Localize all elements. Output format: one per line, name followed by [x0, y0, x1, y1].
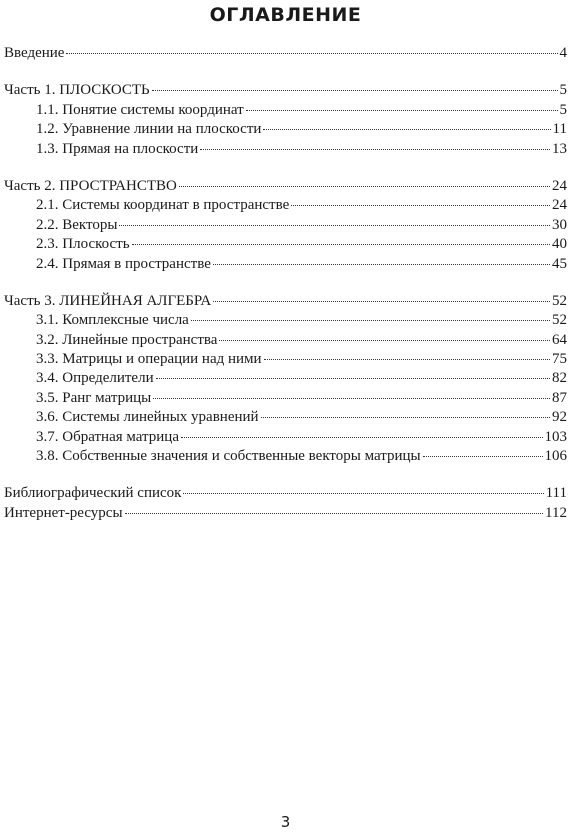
- toc-entry[interactable]: [4, 484, 567, 503]
- toc-entry-label: 1.2. Уравнение линии на плоскости: [36, 121, 262, 138]
- toc-entry-page: 106: [544, 448, 567, 465]
- toc-entry-label: Часть 2. ПРОСТРАНСТВО: [4, 177, 177, 194]
- toc-entry-page: 24: [552, 197, 567, 214]
- toc-subentry[interactable]: [4, 369, 567, 388]
- toc-entry-label: 3.3. Матрицы и операции над ними: [36, 351, 262, 368]
- toc-entry[interactable]: [4, 177, 567, 196]
- dot-leader: [153, 398, 550, 399]
- toc-subentry[interactable]: [4, 101, 567, 120]
- dot-leader: [191, 320, 550, 321]
- dot-leader: [152, 90, 558, 91]
- toc-entry-page: 40: [552, 236, 567, 253]
- toc-entry[interactable]: [4, 504, 567, 523]
- toc-entry-page: 11: [552, 121, 567, 138]
- toc-subentry[interactable]: [4, 235, 567, 254]
- dot-leader: [179, 186, 550, 187]
- toc-subentry[interactable]: [4, 216, 567, 235]
- dot-leader: [200, 149, 550, 150]
- toc-entry-label: Библиографический список: [4, 485, 182, 502]
- dot-leader: [125, 513, 544, 514]
- toc-entry[interactable]: [4, 81, 567, 100]
- toc-entry-page: 82: [552, 370, 567, 387]
- toc-entry-label: 3.7. Обратная матрица: [36, 428, 179, 445]
- toc-entry-label: Часть 1. ПЛОСКОСТЬ: [4, 82, 150, 99]
- toc-entry-page: 64: [552, 331, 567, 348]
- dot-leader: [66, 53, 557, 54]
- toc-subentry[interactable]: [4, 447, 567, 466]
- toc-subentry[interactable]: [4, 331, 567, 350]
- toc-entry-label: 2.1. Системы координат в пространстве: [36, 197, 290, 214]
- toc-entry-label: 3.4. Определители: [36, 370, 154, 387]
- toc-entry-label: 3.1. Комплексные числа: [36, 312, 189, 329]
- toc-subentry[interactable]: [4, 311, 567, 330]
- toc-subentry[interactable]: [4, 408, 567, 427]
- toc-entry-label: 2.3. Плоскость: [36, 236, 130, 253]
- toc-subentry[interactable]: [4, 350, 567, 369]
- dot-leader: [181, 437, 543, 438]
- toc-group: [4, 484, 567, 523]
- toc-subentry[interactable]: [4, 120, 567, 139]
- toc-entry-label: 2.4. Прямая в пространстве: [36, 255, 211, 272]
- dot-leader: [213, 301, 550, 302]
- toc-entry-label: 2.2. Векторы: [36, 216, 118, 233]
- toc-entry-page: 45: [552, 255, 567, 272]
- toc-subentry[interactable]: [4, 196, 567, 215]
- dot-leader: [213, 264, 550, 265]
- dot-leader: [261, 417, 550, 418]
- table-of-contents: [4, 44, 567, 541]
- toc-entry-label: Введение: [4, 45, 65, 61]
- toc-entry-page: 52: [552, 312, 567, 329]
- toc-entry-page: 52: [552, 292, 567, 309]
- toc-entry-page: 75: [552, 351, 567, 368]
- dot-leader: [219, 340, 550, 341]
- toc-entry-page: 112: [545, 504, 567, 521]
- dot-leader: [119, 225, 550, 226]
- toc-entry-label: 1.1. Понятие системы координат: [36, 101, 244, 118]
- toc-entry-page: 103: [544, 428, 567, 445]
- toc-subentry[interactable]: [4, 140, 567, 159]
- toc-entry-page: 13: [552, 140, 567, 157]
- toc-subentry[interactable]: [4, 389, 567, 408]
- toc-entry-page: 24: [552, 177, 567, 194]
- dot-leader: [291, 205, 550, 206]
- dot-leader: [132, 244, 550, 245]
- toc-group: [4, 292, 567, 467]
- toc-entry-page: 5: [559, 101, 567, 118]
- page-title: ОГЛАВЛЕНИЕ: [209, 4, 362, 26]
- toc-entry-page: 92: [552, 409, 567, 426]
- toc-entry-page: 5: [559, 82, 567, 99]
- dot-leader: [423, 456, 543, 457]
- toc-group: [4, 177, 567, 274]
- toc-entry-label: Часть 3. ЛИНЕЙНАЯ АЛГЕБРА: [4, 292, 212, 309]
- toc-entry[interactable]: [4, 44, 567, 63]
- toc-entry-label: 3.6. Системы линейных уравнений: [36, 409, 259, 426]
- toc-group: [4, 44, 567, 63]
- dot-leader: [183, 493, 543, 494]
- toc-entry-label: 1.3. Прямая на плоскости: [36, 140, 199, 157]
- toc-entry-page: 30: [552, 216, 567, 233]
- toc-entry-label: Интернет-ресурсы: [4, 504, 123, 521]
- dot-leader: [246, 110, 558, 111]
- toc-group: [4, 81, 567, 159]
- toc-entry-label: 3.8. Собственные значения и собственные векторы матрицы: [36, 448, 421, 465]
- dot-leader: [156, 378, 550, 379]
- toc-entry-label: 3.2. Линейные пространства: [36, 331, 218, 348]
- dot-leader: [264, 359, 550, 360]
- toc-subentry[interactable]: [4, 428, 567, 447]
- dot-leader: [263, 129, 550, 130]
- toc-entry-page: 87: [552, 389, 567, 406]
- toc-entry[interactable]: [4, 292, 567, 311]
- toc-subentry[interactable]: [4, 255, 567, 274]
- toc-entry-page: 111: [545, 485, 567, 502]
- page-number: 3: [280, 813, 291, 831]
- toc-entry-page: 4: [559, 45, 567, 61]
- toc-entry-label: 3.5. Ранг матрицы: [36, 389, 152, 406]
